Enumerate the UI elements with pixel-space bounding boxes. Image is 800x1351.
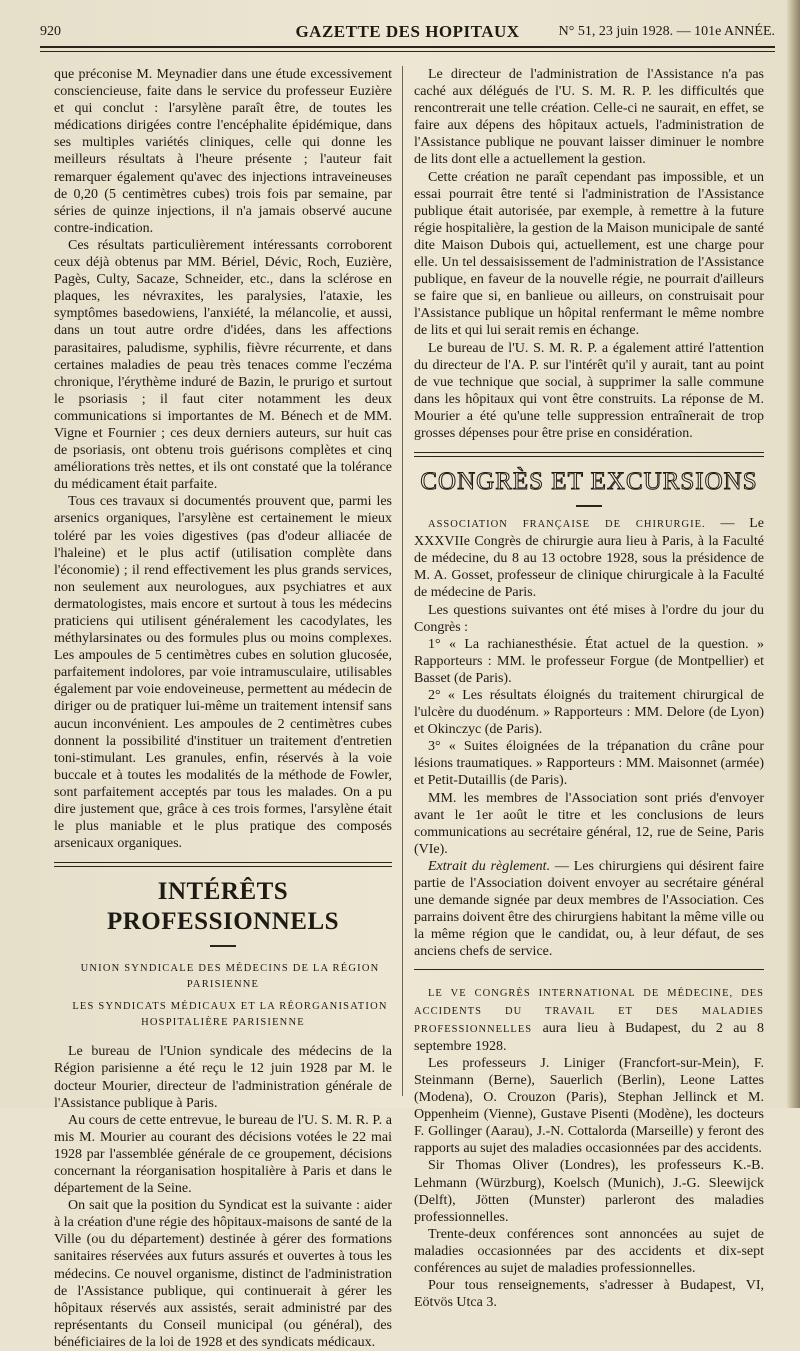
- article-paragraph: que préconise M. Meynadier dans une étude excessivement consciencieuse, faite dans le service du professeur Euzière et qui conclut : l'arsylène paraît être, de toutes les médications dirigées contre l'encéphalite épidémique, dans ses multiples variétés cliniques, celle qui donne les meilleurs résultats à l'heure présente ; l'auteur fait remarquer également qu'avec des injections intraveineuses de 0,20 (5 centimètres cubes) trois fois par semaine, par séries de quinze injections, il n'a jamais observé aucune contre-indication.: [54, 67, 392, 236]
- list-item: 2° « Les résultats éloignés du traitement chirurgical de l'ulcère du duodénum. » Rapporteurs : MM. Delore (de Lyon) et Okinczyc (de Paris).: [414, 688, 764, 738]
- list-item: 3° « Suites éloignées de la trépanation du crâne pour lésions traumatiques. » Rapporteurs : MM. Maisonnet (armée) et Petit-Dutaillis (de Paris).: [414, 739, 764, 789]
- title-underline: [576, 505, 602, 507]
- article-paragraph: Les professeurs J. Liniger (Francfort-sur-Mein), F. Steinmann (Berne), Sauerlich (Berlin), Leone Lattes (Modena), O. Crouzon (Paris), Stephan Jellinck et M. Oppenheim (Vienne), Gustave Pisenti (Modène), les docteurs F. Gollinger (Aarau), J.-N. Cottalorda (Marseille) y feront des rapports au sujet des maladies occasionnées par des accidents.: [414, 1055, 764, 1157]
- article-paragraph: Cette création ne paraît cependant pas impossible, et un essai pourrait être tenté si l'administration de l'Assistance publique était autorisée, par exemple, à remettre à la future régie hospitalière, la gestion de la Maison municipale de santé dite Maison Dubois qui, actuellement, est une charge pour elle. Un tel dessaisissement de l'administration de l'Assistance publique, en faveur de la nouvelle régie, ne pourrait d'ailleurs se faire que si, en banlieue ou ailleurs, on construisait pour l'Assistance publique un hôpital renfermant le même nombre de lits et qui lui serait remis en échange.: [414, 169, 764, 339]
- section-divider: [414, 969, 764, 970]
- article-paragraph: Le bureau de l'Union syndicale des médecins de la Région parisienne a été reçu le 12 juin 1928 par M. le docteur Mourier, directeur de l'administration générale de l'Assistance publique à Paris.: [54, 1044, 392, 1111]
- inline-heading: ASSOCIATION FRANÇAISE DE CHIRURGIE.: [428, 519, 706, 531]
- column-divider: [402, 66, 403, 1096]
- article-paragraph: ASSOCIATION FRANÇAISE DE CHIRURGIE. — Le XXXVIIe Congrès de chirurgie aura lieu à Paris, à la Faculté de médecine, du 8 au 13 octobre 1928, sous la présidence de M. A. Gosset, professeur de clinique chirurgicale à la Faculté de médecine de Paris.: [414, 516, 764, 601]
- subheading-union-syndicale: UNION SYNDICALE DES MÉDECINS DE LA RÉGION PARISIENNE: [80, 963, 380, 991]
- article-paragraph: MM. les membres de l'Association sont priés d'envoyer avant le 1er août le titre et les conclusions de leurs communications au secrétaire général, 12, rue de Seine, Paris (VIe).: [414, 790, 764, 857]
- article-paragraph: Trente-deux conférences sont annoncées au sujet de maladies occasionnées par des accidents et dix-sept conférences au sujet de maladies professionnelles.: [414, 1226, 764, 1276]
- right-column: [414, 66, 764, 1311]
- section-title-congres-excursions: CONGRÈS ET EXCURSIONS: [420, 468, 758, 496]
- article-paragraph: Tous ces travaux si documentés prouvent que, parmi les arsenics organiques, l'arsylène est certainement le mieux toléré par les voies digestives (pas d'odeur alliacée de l'haleine) et le plus actif (utilisation complète dans l'économie) ; il rend effectivement les plus grands services, non seulement aux neurologues, aux psychiatres et aux dermatologistes, mais encore et surtout à tous les médecins praticiens qui utilisent généralement les cacodylates, les méthylarsinates ou des formules plus ou moins complexes. Les ampoules de 5 centimètres cubes en solution glucosée, parfaitement indolores, par voie intramusculaire, utilisables également par voie endoveineuse, permettent au médecin de diriger ou de pratiquer lui-même un traitement intensif sans aucun inconvénient. Les ampoules de 2 centimètres cubes donnent la possibilité d'instituer un traitement d'entretien toni-stimulant. Les granules, enfin, réservés à la voie buccale et à toutes les modalités de la méthode de Fowler, sont parfaitement acceptés par tous les malades. On a pu dire justement que, grâce à ces trois formes, l'arsylène était le plus maniable et le plus pratique des composés arsenicaux organiques.: [54, 494, 392, 852]
- page-number: 920: [40, 24, 61, 39]
- article-paragraph: Ces résultats particulièrement intéressants corroborent ceux déjà obtenus par MM. Bériel, Dévic, Roch, Euzière, Pagès, Culty, Sacaze, Schneider, etc., dans la sclérose en plaques, les névraxites, les paralysies, l'ataxie, les symptômes basedowiens, l'anxiété, la mélancolie, et aussi, dans un tout autre ordre d'idées, dans les affections parasitaires, paludisme, syphilis, fièvre récurrente, et dans certaines maladies de peau très tenaces comme l'eczéma chronique, l'érythème induré de Bazin, le prurigo et surtout le psoriasis ; il faut citer notamment les deux communications si importantes de M. Bénech et de MM. Vigne et Fournier ; ces deux derniers auteurs, sur huit cas de psoriasis, ont obtenu trois guérisons complètes et cinq améliorations très nettes, et ils ont constaté que la tolérance du médicament était parfaite.: [54, 237, 392, 493]
- issue-info: N° 51, 23 juin 1928. — 101e ANNÉE.: [558, 24, 775, 39]
- page-header: [40, 16, 775, 46]
- journal-title: GAZETTE DES HOPITAUX: [295, 22, 520, 41]
- left-column: [54, 66, 392, 1350]
- article-paragraph: Sir Thomas Oliver (Londres), les professeurs K.-B. Lehmann (Würzburg), Koelsch (Munich), J.-G. Sleewijck (Delft), Jötten (Munster) parleront des maladies professionnelles.: [414, 1158, 764, 1225]
- article-paragraph: Pour tous renseignements, s'adresser à Budapest, VI, Eötvös Utca 3.: [414, 1278, 764, 1311]
- article-paragraph: Extrait du règlement. — Les chirurgiens qui désirent faire partie de l'Association doivent envoyer au secrétaire général une demande signée par deux membres de l'Association. Ces parrains doivent être des chirurgiens habitant la même ville ou la même région que le candidat, ou, à leur défaut, de ses anciens chefs de service.: [414, 858, 764, 960]
- header-rule-top: [40, 46, 775, 48]
- article-paragraph: Les questions suivantes ont été mises à l'ordre du jour du Congrès :: [414, 602, 764, 635]
- title-underline: [210, 945, 236, 947]
- section-divider: [54, 862, 392, 867]
- inline-italic-heading: Extrait du règlement.: [428, 858, 551, 874]
- list-item: 1° « La rachianesthésie. État actuel de la question. » Rapporteurs : MM. le professeur Forgue (de Montpellier) et Basset (de Paris).: [414, 636, 764, 686]
- section-title-interets-professionnels: INTÉRÊTS PROFESSIONNELS: [106, 878, 340, 936]
- article-paragraph: On sait que la position du Syndicat est la suivante : aider à la création d'une régie des hôpitaux-maisons de santé de la Ville (ou du département) destinée à gérer des formations sanitaires réservées aux futurs assurés et ouvertes à tous les médecins. Ce nouvel organisme, distinct de l'administration de l'Assistance publique, qui continuerait à gérer les hôpitaux réservés aux assistés, serait administré par des représentants du Conseil municipal (ou général), des bénéficiaires de la loi de 1928 et des syndicats médicaux.: [54, 1198, 392, 1350]
- subheading-syndicats-medicaux: LES SYNDICATS MÉDICAUX ET LA RÉORGANISATION HOSPITALIÈRE PARISIENNE: [72, 1001, 388, 1029]
- header-rule-bottom: [40, 51, 775, 52]
- article-paragraph: Au cours de cette entrevue, le bureau de l'U. S. M. R. P. a mis M. Mourier au courant des décisions votées le 22 mai 1928 par l'assemblée générale de ce groupement, décisions concernant la réorganisation hospitalière à Paris et dans le département de la Seine.: [54, 1112, 392, 1197]
- inline-heading: LE VE CONGRÈS INTERNATIONAL DE MÉDECINE, DES ACCIDENTS DU TRAVAIL ET DES MALADIES PROFESSIONNELLES: [414, 987, 764, 1035]
- article-paragraph: LE VE CONGRÈS INTERNATIONAL DE MÉDECINE, DES ACCIDENTS DU TRAVAIL ET DES MALADIES PROFESSIONNELLES aura lieu à Budapest, du 2 au 8 septembre 1928.: [414, 987, 764, 1054]
- article-paragraph: Le bureau de l'U. S. M. R. P. a également attiré l'attention du directeur de l'A. P. sur l'intérêt qu'il y aurait, tant au point de vue technique que social, à supprimer la salle commune dans les hôpitaux qui vont être construits. La réponse de M. Mourier a été qu'une telle suppression entraînerait de trop grosses dépenses pour être prise en considération.: [414, 340, 764, 441]
- section-divider: [414, 452, 764, 457]
- article-paragraph: Le directeur de l'administration de l'Assistance n'a pas caché aux délégués de l'U. S. M. R. P. les difficultés que rencontrerait une telle création. Celle-ci ne saurait, en effet, se faire aux dépens des hôpitaux actuels, l'administration de l'Assistance publique ne pouvant laisser diminuer le nombre de lits dont elle a actuellement la gestion.: [414, 67, 764, 168]
- page-edge-shadow: [786, 0, 800, 1108]
